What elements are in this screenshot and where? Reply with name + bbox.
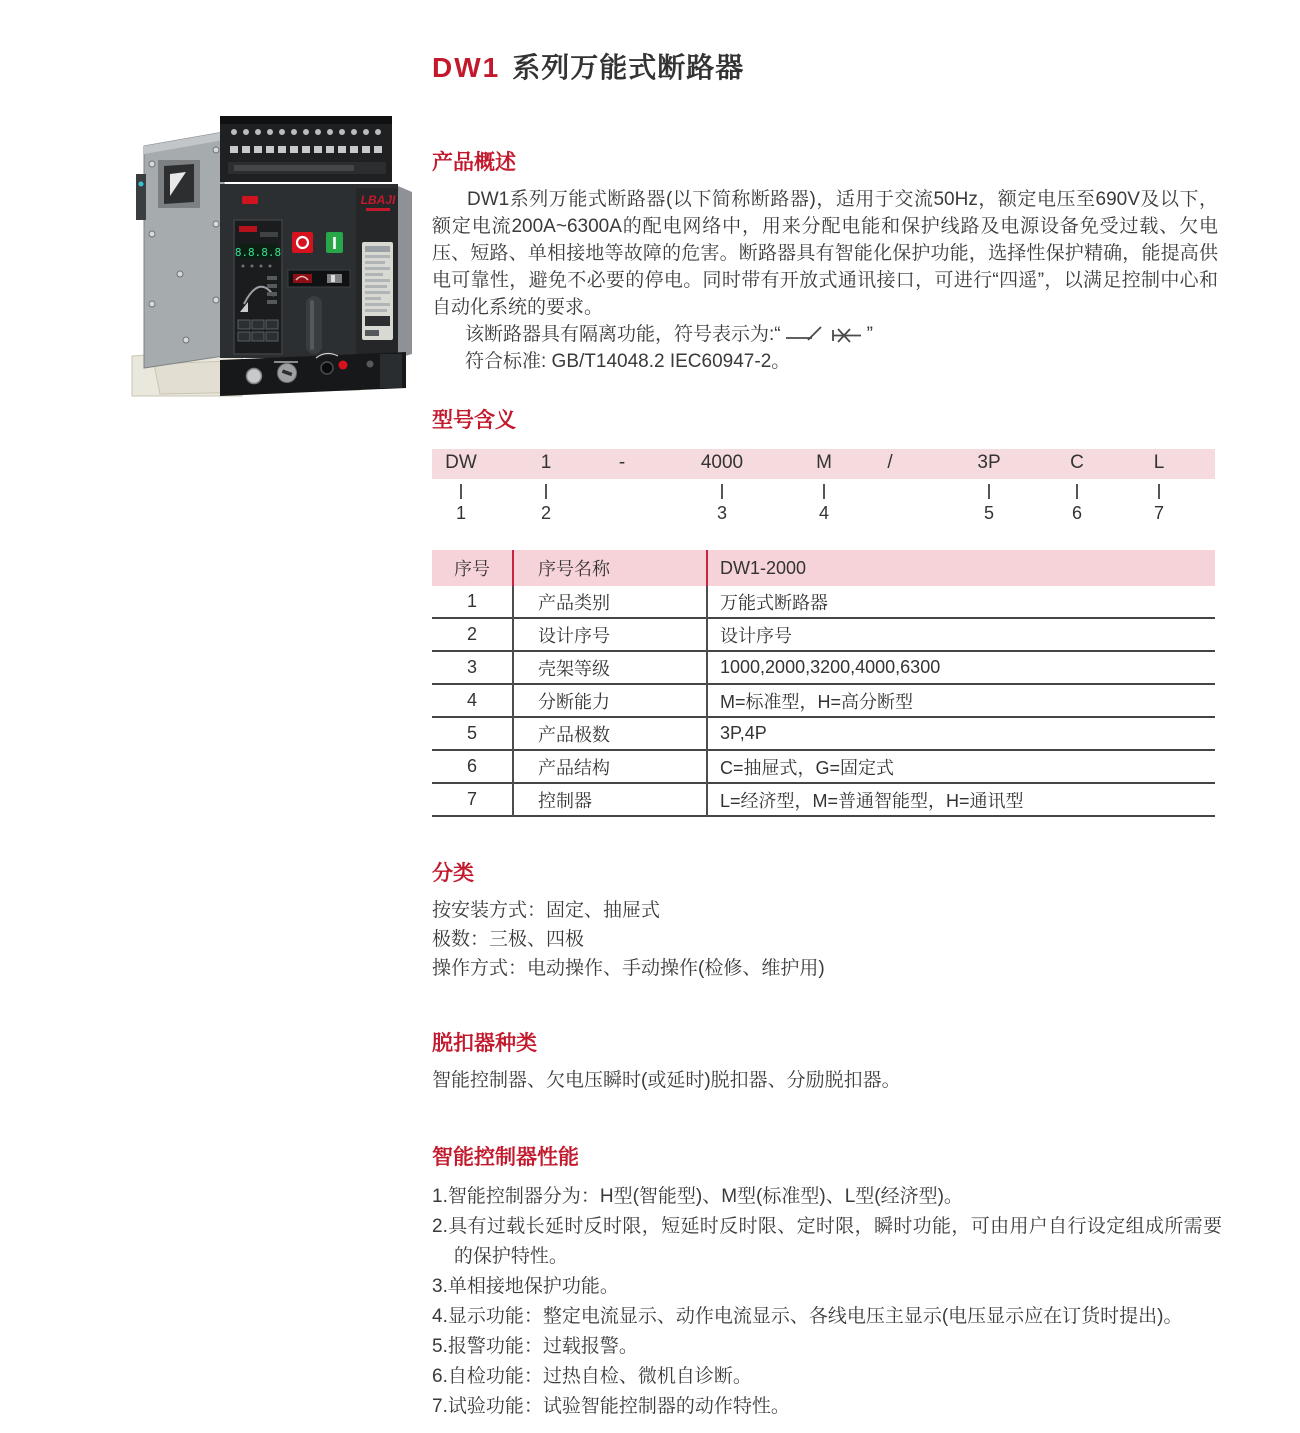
model-token: 4000 (700, 452, 744, 473)
position-number: 3 (716, 503, 728, 523)
page-title-text: 系列万能式断路器 (512, 52, 745, 83)
cell-name: 控制器 (513, 783, 707, 816)
cell-no: 4 (432, 684, 513, 717)
performance-item: 5.报警功能：过载报警。 (432, 1336, 638, 1357)
isolation-line-suffix: ” (866, 324, 873, 345)
cell-no: 5 (432, 717, 513, 750)
classification-list (432, 896, 825, 983)
cell-value: L=经济型，M=普通智能型，H=通讯型 (707, 783, 1215, 816)
table-row (432, 783, 1215, 816)
cell-no: 2 (432, 618, 513, 651)
cell-value: C=抽屉式，G=固定式 (707, 750, 1215, 783)
classification-item: 按安装方式：固定、抽屉式 (432, 900, 661, 921)
model-token: M (816, 452, 832, 473)
table-row (432, 684, 1215, 717)
model-token: L (1153, 452, 1165, 473)
cell-value: 1000,2000,3200,4000,6300 (707, 651, 1215, 684)
cell-name: 产品结构 (513, 750, 707, 783)
table-row (432, 618, 1215, 651)
product-photo (124, 104, 420, 404)
position-number: 5 (983, 503, 995, 523)
cell-value: 3P,4P (707, 717, 1215, 750)
position-number: 1 (455, 503, 467, 523)
circuit-breaker-illustration (124, 104, 420, 404)
performance-item: 4.显示功能：整定电流显示、动作电流显示、各线电压主显示(电压显示应在订货时提出)。 (432, 1306, 1183, 1327)
table-row (432, 651, 1215, 684)
section-heading-trip-units: 脱扣器种类 (432, 1032, 537, 1055)
table-row (432, 717, 1215, 750)
overview-text (432, 186, 1218, 375)
model-meaning-table (432, 550, 1215, 817)
cell-no: 1 (432, 586, 513, 618)
series-code: DW1 (432, 52, 501, 83)
cell-no: 7 (432, 783, 513, 816)
digital-display: 8.8.8.8 (234, 246, 282, 259)
model-token: DW (445, 452, 477, 473)
page-title (432, 46, 744, 86)
performance-item: 1.智能控制器分为：H型(智能型)、M型(标准型)、L型(经济型)。 (432, 1186, 963, 1207)
table-row (432, 750, 1215, 783)
cell-name: 产品类别 (513, 586, 707, 618)
col-header: 序号名称 (513, 550, 707, 586)
position-number: 7 (1153, 503, 1165, 523)
cell-no: 3 (432, 651, 513, 684)
section-heading-classification: 分类 (432, 862, 474, 885)
position-number: 2 (540, 503, 552, 523)
trip-units-text: 智能控制器、欠电压瞬时(或延时)脱扣器、分励脱扣器。 (432, 1070, 901, 1091)
performance-item: 7.试验功能：试验智能控制器的动作特性。 (432, 1396, 790, 1417)
col-header: 序号 (432, 550, 513, 586)
position-number: 6 (1071, 503, 1083, 523)
cell-value: 万能式断路器 (720, 592, 828, 613)
model-code-band (432, 449, 1215, 479)
model-token: / (887, 452, 893, 473)
performance-list (432, 1182, 1222, 1422)
performance-item: 2.具有过载长延时反时限，短延时反时限、定时限，瞬时功能，可由用户自行设定组成所需要的保护特性。 (432, 1216, 1222, 1267)
table-row (432, 586, 1215, 618)
cell-value: M=标准型，H=高分断型 (707, 684, 1215, 717)
model-token: 1 (540, 452, 552, 473)
cell-name: 分断能力 (513, 684, 707, 717)
performance-item: 3.单相接地保护功能。 (432, 1276, 619, 1297)
col-header: DW1-2000 (707, 550, 1215, 586)
model-token: 3P (977, 452, 1001, 473)
section-heading-model: 型号含义 (432, 409, 516, 432)
overview-paragraph: DW1系列万能式断路器(以下简称断路器)，适用于交流50Hz，额定电压至690V及以下，额定电流200A~6300A的配电网络中，用来分配电能和保护线路及电源设备免受过载、欠电压、短路、单相接地等故障的危害。断路器具有智能化保护功能，选择性保护精确，能提高供电可靠性，避免不必要的停电。同时带有开放式通讯接口，可进行“四遥”，以满足控制中心和自动化系统的要求。 (432, 189, 1218, 318)
model-position-numbers (432, 503, 1215, 527)
model-tick-marks (432, 484, 1215, 500)
isolation-line-prefix: 该断路器具有隔离功能，符号表示为:“ (465, 324, 781, 345)
standards-line: 符合标准: GB/T14048.2 IEC60947-2。 (465, 351, 791, 372)
model-token: - (618, 452, 626, 473)
cell-name: 产品极数 (513, 717, 707, 750)
brand-logo: LBAJI (360, 193, 396, 207)
section-heading-overview: 产品概述 (432, 151, 516, 174)
cell-name: 设计序号 (513, 618, 707, 651)
performance-item: 6.自检功能：过热自检、微机自诊断。 (432, 1366, 752, 1387)
classification-item: 极数：三极、四极 (432, 929, 585, 950)
isolation-line (432, 321, 1218, 348)
model-token: C (1070, 452, 1084, 473)
position-number: 4 (818, 503, 830, 523)
cell-name: 壳架等级 (513, 651, 707, 684)
isolation-function-symbol (785, 324, 863, 344)
section-heading-performance: 智能控制器性能 (432, 1146, 579, 1169)
cell-value: 设计序号 (707, 618, 1215, 651)
table-header-row (432, 550, 1215, 586)
cell-no: 6 (432, 750, 513, 783)
classification-item: 操作方式：电动操作、手动操作(检修、维护用) (432, 958, 825, 979)
